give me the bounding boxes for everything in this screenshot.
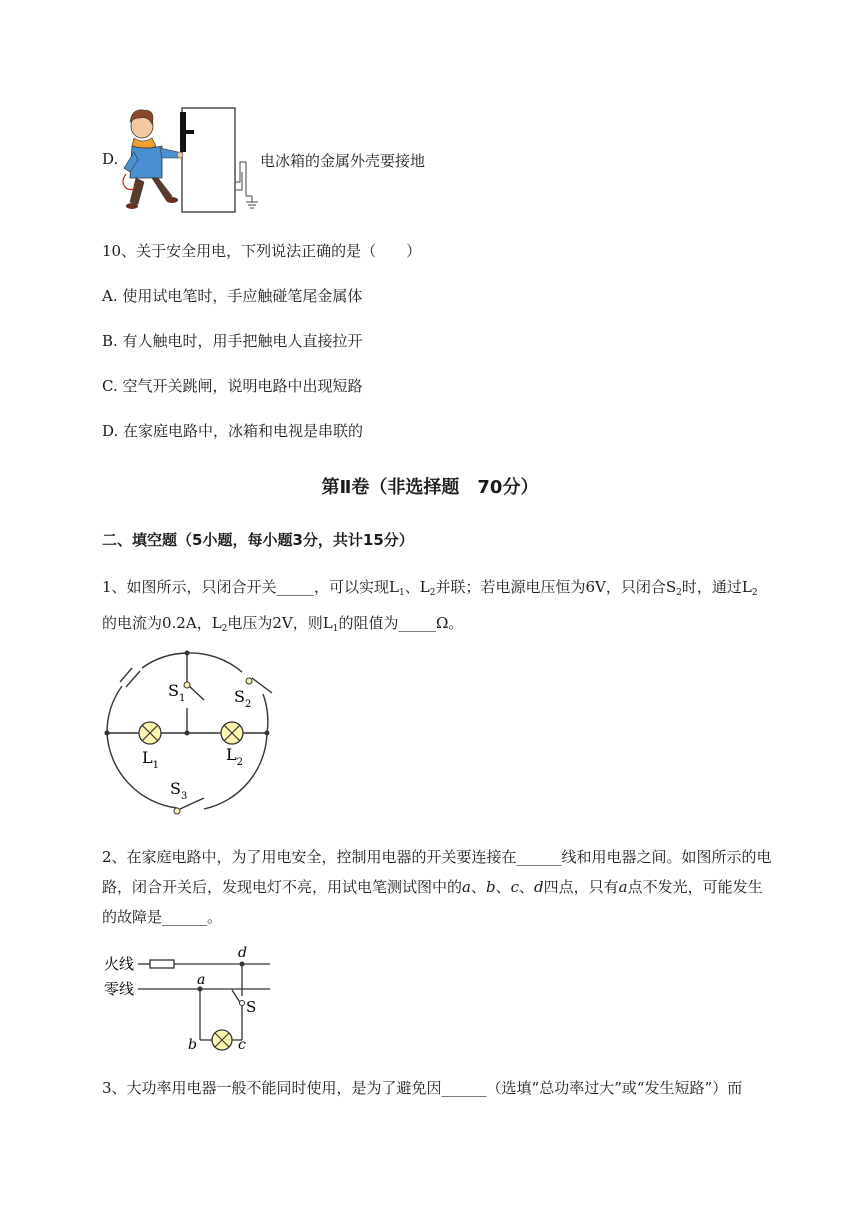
label-point-a: a [197,972,206,988]
fill-question-1: 1、如图所示，只闭合开关_____，可以实现$L_1$、$L_2$并联；若电源电压恒为6V，只闭合$S_2$时，通过$L_2$ 的电流为0.2A，$L_2$电压为2V，则$L_1$的阻值为_____Ω。 [102,578,758,634]
label-point-d: d [238,945,247,961]
label-s2: $S_2$ [234,687,252,710]
label-live-wire: 火线 [104,955,135,973]
label-point-b: b [188,1037,197,1052]
label-l2: $L_2$ [226,745,243,768]
circuit-diagram-1 [100,648,275,820]
section-2-heading: 二、填空题（5小题，每小题3分，共计15分） [102,531,414,549]
fill-question-3-line-1: 3、大功率用电器一般不能同时使用，是为了避免因______（选填“总功率过大”或“发生短路”）而 [102,1079,743,1097]
part-2-title: 第Ⅱ卷（非选择题 70分） [321,477,539,498]
question-10-option-c: C. 空气开关跳闸，说明电路中出现短路 [102,377,363,395]
label-point-c: c [238,1037,246,1052]
question-10-option-a: A. 使用试电笔时，手应触碰笔尾金属体 [102,287,363,305]
option-d-letter: D. [102,150,119,168]
question-10-option-d: D. 在家庭电路中，冰箱和电视是串联的 [102,422,364,440]
fridge-grounding-illustration [122,102,264,214]
label-s1: $S_1$ [168,681,186,704]
fill-question-2-line-3: 的故障是______。 [102,908,223,926]
option-d-text: 电冰箱的金属外壳要接地 [260,152,426,170]
circuit-diagram-2 [100,944,275,1052]
question-10-option-b: B. 有人触电时，用手把触电人直接拉开 [102,332,363,350]
fill-question-2-line-1: 2、在家庭电路中，为了用电安全，控制用电器的开关要连接在______线和用电器之间。如图所示的电 [102,848,772,866]
label-switch-s: S [246,998,257,1016]
question-10-stem: 10、关于安全用电，下列说法正确的是（ ） [102,242,422,260]
label-l1: $L_1$ [142,748,159,771]
label-s3: $S_3$ [170,779,188,802]
label-neutral-wire: 零线 [104,980,135,998]
fill-question-2-line-2: 路，闭合开关后，发现电灯不亮，用试电笔测试图中的a、b、c、d四点，只有a点不发光，可能发生 [102,878,763,896]
